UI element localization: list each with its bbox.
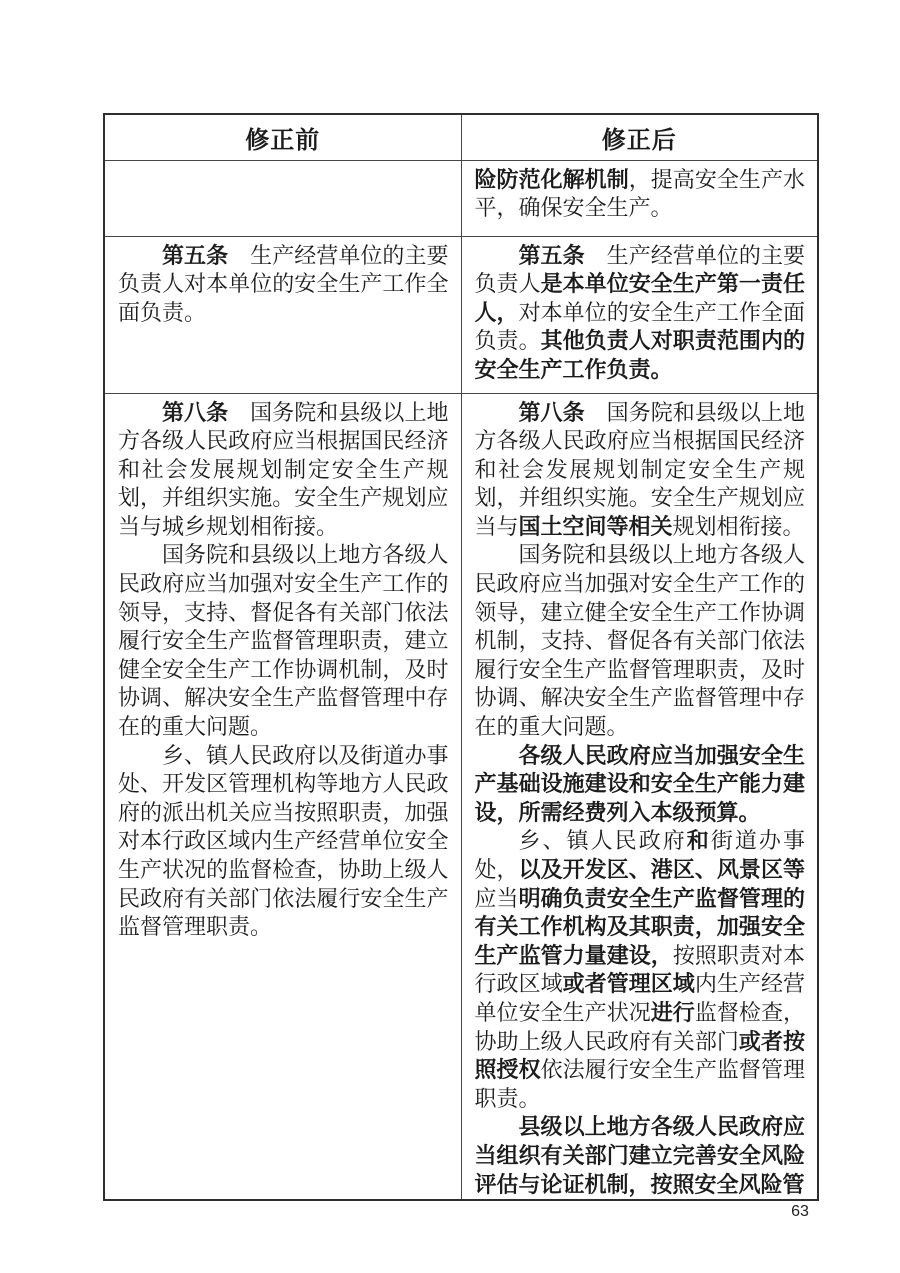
text-run: 生产经营单位的主要负责人对本单位的安全生产工作全面负责。 xyxy=(118,242,449,325)
amended-text-run: 和 xyxy=(686,828,711,854)
text-run: 国务院和县级以上地方各级人民政府应当加强对安全生产工作的领导，建立健全安全生产工作协调机制，支持、督促各有关部门依法履行安全生产监督管理职责，及时协调、解决安全生产监督管理中存在的重大问题。 xyxy=(474,542,805,740)
amended-text-run: 第五条 xyxy=(162,242,229,268)
amended-text-run: 以及开发区、港区、风景区等 xyxy=(518,857,805,882)
text-run: 应当 xyxy=(474,885,519,911)
table-row xyxy=(104,236,818,393)
amended-text-run: 或者按照授权 xyxy=(474,1028,805,1083)
text-run: 监督检查，协助上级人民政府有关部门 xyxy=(474,999,805,1054)
text-run: 依法履行安全生产监督管理职责。 xyxy=(474,1057,805,1111)
table-body xyxy=(104,160,818,1200)
paragraph xyxy=(475,827,806,1113)
comparison-table xyxy=(103,113,819,1201)
column-header-before: 修正前 xyxy=(104,114,461,160)
amended-text-run: 第八条 xyxy=(518,399,585,425)
amended-text-run: 第八条 xyxy=(162,399,229,425)
amended-text-run: 险防范化解机制 xyxy=(474,166,629,192)
amended-text-run: 或者管理区域 xyxy=(562,971,695,997)
cell-before xyxy=(104,160,461,236)
text-run: 生产经营单位的主要负责人 xyxy=(474,242,805,297)
cell-after xyxy=(461,393,818,1200)
cell-after xyxy=(461,160,818,236)
paragraph xyxy=(475,166,806,223)
paragraph xyxy=(118,742,449,942)
text-run: 乡、镇人民政府 xyxy=(518,828,687,854)
amended-text-run: 明确负责安全生产监督管理的有关工作机构及其职责，加强安全生产监管力量建设， xyxy=(474,885,805,968)
paragraph xyxy=(475,742,806,828)
amended-text-run: 各级人民政府应当加强安全生产基础设施建设和安全生产能力建设，所需经费列入本级预算。 xyxy=(474,742,805,825)
paragraph xyxy=(118,541,449,741)
table-header xyxy=(104,114,818,160)
text-run: 内生产经营单位安全生产状况 xyxy=(474,971,805,1025)
amended-text-run: 是本单位安全生产第一责任人， xyxy=(474,271,805,325)
cell-after xyxy=(461,236,818,393)
paragraph xyxy=(118,399,449,542)
page-number: 63 xyxy=(791,1203,809,1220)
text-run: 国务院和县级以上地方各级人民政府应当根据国民经济和社会发展规划制定安全生产规划，并组织实施。安全生产规划应当与 xyxy=(474,399,805,539)
paragraph xyxy=(475,399,806,542)
amended-text-run: 进行 xyxy=(650,999,695,1025)
text-run: 街道办事处， xyxy=(474,828,805,882)
amended-text-run: 国土空间等相关 xyxy=(518,513,673,539)
paragraph xyxy=(118,242,449,328)
paragraph xyxy=(475,541,806,741)
paragraph xyxy=(475,242,806,385)
text-run: 规划相衔接。 xyxy=(672,513,805,539)
amended-text-run: 其他负责人对职责范围内的安全生产工作负责。 xyxy=(474,328,805,382)
cell-before xyxy=(104,393,461,1200)
text-run: 国务院和县级以上地方各级人民政府应当加强对安全生产工作的领导，支持、督促各有关部门依法履行安全生产监督管理职责，建立健全安全生产工作协调机制，及时协调、解决安全生产监督管理中存在的重大问题。 xyxy=(118,542,449,740)
text-run: 对本单位的安全生产工作全面负责。 xyxy=(474,299,805,354)
table-row xyxy=(104,393,818,1200)
paragraph xyxy=(475,1113,806,1199)
column-header-after: 修正后 xyxy=(461,114,818,160)
text-run: ，提高安全生产水平，确保安全生产。 xyxy=(474,166,805,221)
text-run: 按照职责对本行政区域 xyxy=(474,942,805,997)
text-run: 国务院和县级以上地方各级人民政府应当根据国民经济和社会发展规划制定安全生产规划，并组织实施。安全生产规划应当与城乡规划相衔接。 xyxy=(118,399,449,539)
table-row xyxy=(104,160,818,236)
text-run: 乡、镇人民政府以及街道办事处、开发区管理机构等地方人民政府的派出机关应当按照职责，加强对本行政区域内生产经营单位安全生产状况的监督检查，协助上级人民政府有关部门依法履行安全生产监督管理职责。 xyxy=(118,742,449,940)
cell-before xyxy=(104,236,461,393)
header-row xyxy=(104,114,818,160)
amended-text-run: 第五条 xyxy=(518,242,585,268)
amended-text-run: 县级以上地方各级人民政府应当组织有关部门建立完善安全风险评估与论证机制，按照安全风险管 xyxy=(474,1114,805,1197)
